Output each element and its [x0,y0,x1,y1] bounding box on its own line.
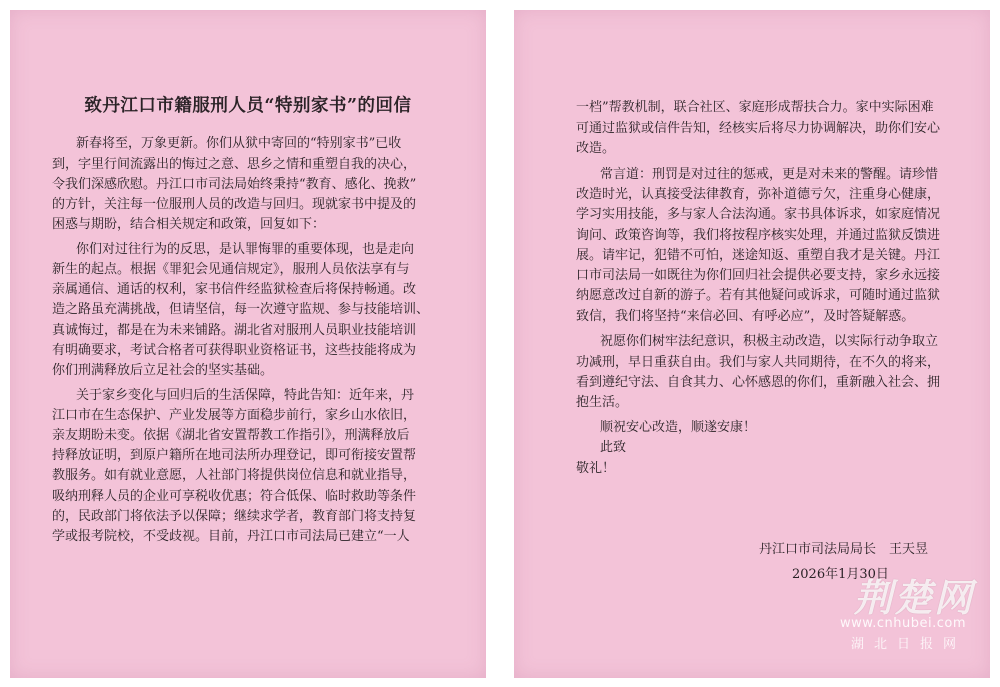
letter-line: 改造。 [576,141,616,156]
letter-page-left [10,10,486,678]
letter-line: 改造时光，认真接受法律教育，弥补道德亏欠，注重身心健康， [576,187,941,202]
watermark-logo: 荆楚网 [853,576,974,620]
letter-line: 展。请牢记，犯错不可怕，迷途知返、重塑自我才是关键。丹江 [576,248,941,263]
letter-line: 真诚悔过，都是在为未来铺路。湖北省对服刑人员职业技能培训 [52,323,417,338]
letter-line: 功减刑，早日重获自由。我们与家人共同期待，在不久的将来， [576,355,941,370]
letter-line: 教服务。如有就业意愿，人社部门将提供岗位信息和就业指导， [52,468,417,483]
letter-line: 纳愿意改过自新的游子。若有其他疑问或诉求，可随时通过监狱 [576,288,941,303]
letter-line: 新生的起点。根据《罪犯会见通信规定》，服刑人员依法享有与 [52,262,410,277]
letter-line: 顺祝安心改造，顺遂安康！ [600,420,757,435]
letter-title: 致丹江口市籍服刑人员“特别家书”的回信 [84,96,412,116]
letter-line: 询问、政策咨询等，我们将按程序核实处理，并通过监狱反馈进 [576,228,941,243]
letter-line: 关于家乡变化与回归后的生活保障，特此告知：近年来，丹 [76,388,415,403]
letter-line: 看到遵纪守法、自食其力、心怀感恩的你们，重新融入社会、拥 [576,375,941,390]
letter-date: 2026年1月30日 [792,567,889,582]
letter-line: 江口市在生态保护、产业发展等方面稳步前行，家乡山水依旧， [52,408,417,423]
letter-line: 持释放证明，到原户籍所在地司法所办理登记，即可衔接安置帮 [52,448,417,463]
letter-line: 的方针，关注每一位服刑人员的改造与回归。现就家书中提及的 [52,197,417,212]
letter-line: 亲友期盼未变。依据《湖北省安置帮教工作指引》，刑满释放后 [52,428,410,443]
letter-line: 口市司法局一如既往为你们回归社会提供必要支持，家乡永远接 [576,268,941,283]
letter-line: 困惑与期盼，结合相关规定和政策，回复如下： [52,217,326,232]
letter-line: 你们刑满释放后立足社会的坚实基础。 [52,363,274,378]
letter-line: 的，民政部门将依法予以保障；继续求学者，教育部门将支持复 [52,509,417,524]
letter-line: 新春将至，万象更新。你们从狱中寄回的“特别家书”已收 [76,136,402,151]
watermark [788,578,988,658]
letter-line: 吸纳刑释人员的企业可享税收优惠；符合低保、临时救助等条件 [52,489,417,504]
letter-line: 祝愿你们树牢法纪意识，积极主动改造，以实际行动争取立 [600,334,939,349]
letter-line: 一档”帮教机制，联合社区、家庭形成帮扶合力。家中实际困难 [576,100,934,115]
watermark-url: www.cnhubei.com [840,616,966,631]
signature: 丹江口市司法局局长 王天昱 [759,542,929,557]
letter-line: 致信，我们将坚持“来信必回、有呼必应”，及时答疑解惑。 [576,309,915,324]
letter-line: 常言道：刑罚是对过往的惩戒，更是对未来的警醒。请珍惜 [600,167,939,182]
letter-line: 此致 [600,440,627,455]
letter-line: 亲属通信、通话的权利，家书信件经监狱检查后将保持畅通。改 [52,282,417,297]
letter-line: 抱生活。 [576,395,629,410]
letter-line: 造之路虽充满挑战，但请坚信，每一次遵守监规、参与技能培训、 [52,302,430,317]
letter-line: 学或报考院校，不受歧视。目前，丹江口市司法局已建立“一人 [52,529,410,544]
letter-line: 学习实用技能，多与家人合法沟通。家书具体诉求，如家庭情况 [576,207,941,222]
letter-line: 可通过监狱或信件告知，经核实后将尽力协调解决，助你们安心 [576,121,941,136]
letter-line: 有明确要求，考试合格者可获得职业资格证书，这些技能将成为 [52,343,417,358]
letter-line: 你们对过往行为的反思，是认罪悔罪的重要体现，也是走向 [76,242,415,257]
letter-line: 到，字里行间流露出的悔过之意、思乡之情和重塑自我的决心， [52,157,417,172]
letter-line: 敬礼！ [576,461,616,476]
letter-line: 令我们深感欣慰。丹江口市司法局始终秉持“教育、感化、挽救” [52,177,417,192]
watermark-name: 湖北日报网 [850,637,966,652]
